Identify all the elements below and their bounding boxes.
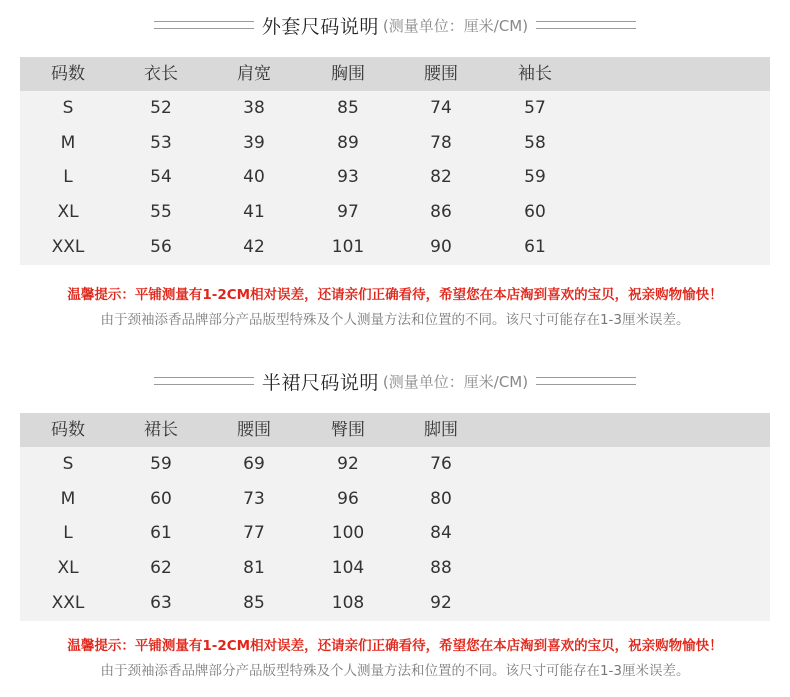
table-cell: 81 <box>243 558 265 578</box>
table-body <box>20 91 770 265</box>
table-cell: 54 <box>150 167 172 187</box>
table-row <box>20 160 770 194</box>
table-cell: 60 <box>150 489 172 509</box>
table-cell: S <box>62 454 74 474</box>
title-decor-line-left <box>154 21 254 29</box>
header-cell: 臀围 <box>331 420 365 440</box>
table-cell: 89 <box>337 133 359 153</box>
warm-tip-red: 温馨提示：平铺测量有1-2CM相对误差，还请亲们正确看待，希望您在本店淘到喜欢的宝贝，祝亲购物愉快！ <box>67 638 723 654</box>
table-cell: 97 <box>337 202 359 222</box>
table-cell: XXL <box>51 237 85 257</box>
table-cell: 77 <box>243 523 265 543</box>
table-cell: 73 <box>243 489 265 509</box>
title-decor-line-left <box>154 377 254 385</box>
table-cell: 92 <box>337 454 359 474</box>
header-cell: 裙长 <box>144 420 178 440</box>
table-cell: 55 <box>150 202 172 222</box>
table-cell: 93 <box>337 167 359 187</box>
table-cell: 56 <box>150 237 172 257</box>
table-cell: 59 <box>524 167 546 187</box>
table-cell: L <box>63 523 73 543</box>
table-cell: M <box>60 133 76 153</box>
jacket-size-table <box>20 57 770 265</box>
table-cell: 76 <box>430 454 452 474</box>
table-cell: 69 <box>243 454 265 474</box>
table-body <box>20 447 770 621</box>
table-cell: XXL <box>51 593 85 613</box>
table-cell: 74 <box>430 98 452 118</box>
skirt-title-row <box>0 366 790 396</box>
header-cell: 衣长 <box>144 64 178 84</box>
table-row <box>20 195 770 229</box>
table-row <box>20 551 770 585</box>
header-cell: 码数 <box>51 420 85 440</box>
table-cell: 60 <box>524 202 546 222</box>
table-cell: 38 <box>243 98 265 118</box>
table-cell: 40 <box>243 167 265 187</box>
warm-tip-gray: 由于颈袖添香品牌部分产品版型特殊及个人测量方法和位置的不同。该尺寸可能存在1-3厘米误差。 <box>100 663 690 679</box>
table-cell: 62 <box>150 558 172 578</box>
header-cell: 脚围 <box>424 420 458 440</box>
table-cell: 39 <box>243 133 265 153</box>
table-cell: 104 <box>331 558 365 578</box>
warm-tip-gray: 由于颈袖添香品牌部分产品版型特殊及个人测量方法和位置的不同。该尺寸可能存在1-3厘米误差。 <box>100 312 690 328</box>
jacket-title: 外套尺码说明 <box>261 15 379 38</box>
title-decor-line-right <box>536 377 636 385</box>
skirt-size-table <box>20 413 770 621</box>
table-cell: 100 <box>331 523 365 543</box>
title-decor-line-right <box>536 21 636 29</box>
table-cell: 63 <box>150 593 172 613</box>
warm-tip-red: 温馨提示：平铺测量有1-2CM相对误差，还请亲们正确看待，希望您在本店淘到喜欢的宝贝，祝亲购物愉快！ <box>67 287 723 303</box>
table-header <box>20 57 770 91</box>
table-cell: 61 <box>150 523 172 543</box>
table-cell: 86 <box>430 202 452 222</box>
header-cell: 胸围 <box>331 64 365 84</box>
table-cell: 52 <box>150 98 172 118</box>
table-cell: 58 <box>524 133 546 153</box>
table-cell: 85 <box>243 593 265 613</box>
header-cell: 码数 <box>51 64 85 84</box>
table-header <box>20 413 770 447</box>
table-cell: 78 <box>430 133 452 153</box>
table-cell: 53 <box>150 133 172 153</box>
table-cell: 57 <box>524 98 546 118</box>
header-cell: 肩宽 <box>237 64 271 84</box>
header-cell: 袖长 <box>518 64 552 84</box>
table-row <box>20 230 770 264</box>
table-row <box>20 482 770 516</box>
table-cell: L <box>63 167 73 187</box>
table-cell: XL <box>57 202 79 222</box>
jacket-title-row <box>0 10 790 40</box>
table-row <box>20 91 770 125</box>
table-cell: 92 <box>430 593 452 613</box>
table-cell: 61 <box>524 237 546 257</box>
table-row <box>20 126 770 160</box>
table-cell: S <box>62 98 74 118</box>
skirt-unit: (测量单位：厘米/CM) <box>382 372 529 391</box>
table-cell: XL <box>57 558 79 578</box>
table-cell: 88 <box>430 558 452 578</box>
table-row <box>20 447 770 481</box>
table-cell: 59 <box>150 454 172 474</box>
table-row <box>20 516 770 550</box>
table-cell: 82 <box>430 167 452 187</box>
jacket-unit: (测量单位：厘米/CM) <box>382 16 529 35</box>
table-cell: 90 <box>430 237 452 257</box>
table-cell: 101 <box>331 237 365 257</box>
table-cell: 85 <box>337 98 359 118</box>
header-cell: 腰围 <box>424 64 458 84</box>
table-row <box>20 586 770 620</box>
table-cell: M <box>60 489 76 509</box>
table-cell: 96 <box>337 489 359 509</box>
table-cell: 42 <box>243 237 265 257</box>
header-cell: 腰围 <box>237 420 271 440</box>
skirt-title: 半裙尺码说明 <box>261 371 379 394</box>
table-cell: 41 <box>243 202 265 222</box>
table-cell: 80 <box>430 489 452 509</box>
table-cell: 108 <box>331 593 365 613</box>
table-cell: 84 <box>430 523 452 543</box>
